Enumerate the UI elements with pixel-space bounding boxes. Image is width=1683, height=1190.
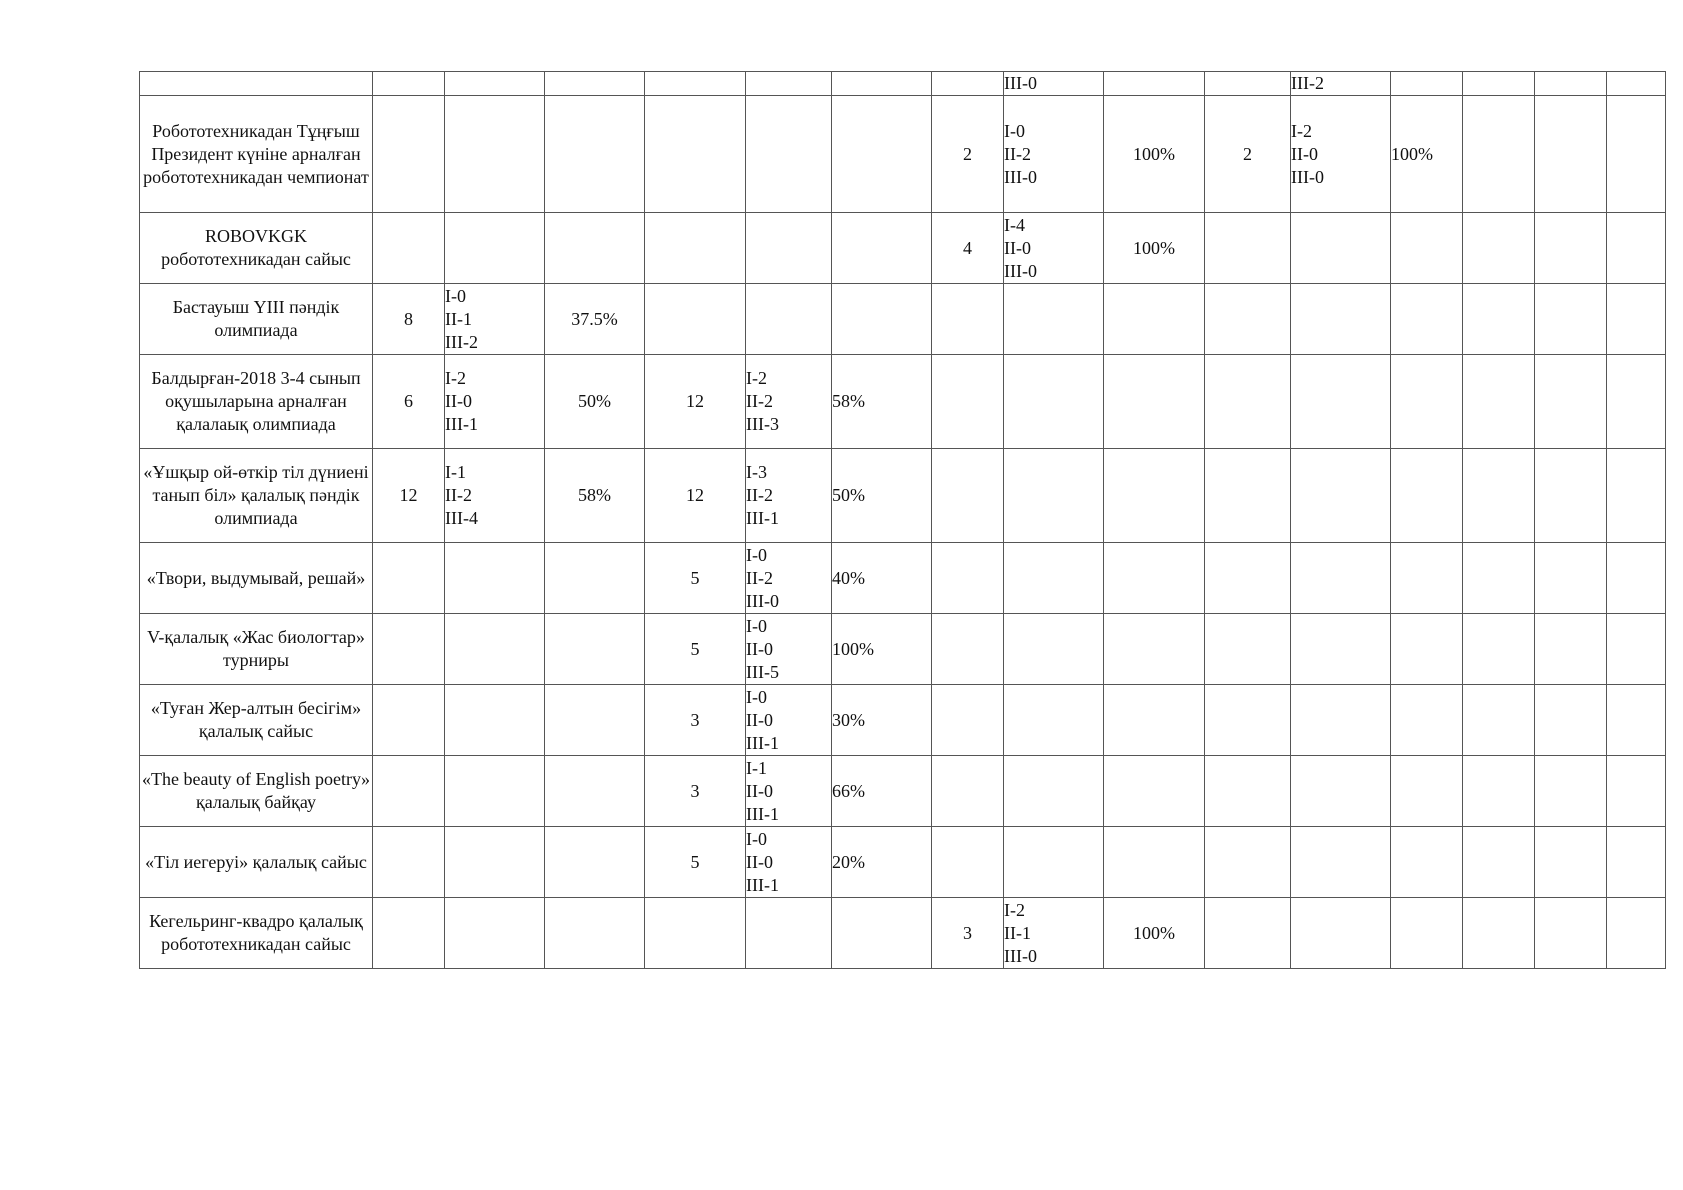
percent-cell: 40% bbox=[832, 543, 932, 614]
percent-cell bbox=[1104, 756, 1205, 827]
percent-cell bbox=[1391, 685, 1463, 756]
table-body bbox=[140, 72, 1666, 969]
empty-cell bbox=[1535, 284, 1607, 355]
empty-cell bbox=[1607, 355, 1666, 449]
places-cell bbox=[445, 685, 545, 756]
participants-cell: 12 bbox=[373, 449, 445, 543]
percent-cell bbox=[545, 213, 645, 284]
participants-cell: 3 bbox=[932, 898, 1004, 969]
places-cell bbox=[445, 96, 545, 213]
participants-cell bbox=[645, 898, 746, 969]
empty-cell bbox=[1535, 355, 1607, 449]
empty-cell bbox=[1463, 449, 1535, 543]
places-cell bbox=[1004, 614, 1104, 685]
percent-cell: 58% bbox=[545, 449, 645, 543]
participants-cell: 2 bbox=[932, 96, 1004, 213]
competition-name-cell: Бастауыш ҮІІІ пәндік олимпиада bbox=[140, 284, 373, 355]
participants-cell bbox=[373, 756, 445, 827]
participants-cell: 6 bbox=[373, 355, 445, 449]
places-cell bbox=[1291, 213, 1391, 284]
percent-cell: 58% bbox=[832, 355, 932, 449]
percent-cell bbox=[1104, 355, 1205, 449]
percent-cell bbox=[1391, 72, 1463, 96]
participants-cell: 2 bbox=[1205, 96, 1291, 213]
places-cell: I-0 II-2 III-0 bbox=[1004, 96, 1104, 213]
empty-cell bbox=[1535, 213, 1607, 284]
percent-cell bbox=[1391, 213, 1463, 284]
percent-cell bbox=[832, 898, 932, 969]
table-row bbox=[140, 72, 1666, 96]
empty-cell bbox=[1535, 756, 1607, 827]
percent-cell: 30% bbox=[832, 685, 932, 756]
places-cell: III-2 bbox=[1291, 72, 1391, 96]
places-cell bbox=[1291, 543, 1391, 614]
participants-cell bbox=[645, 213, 746, 284]
competition-name-cell: Балдырған-2018 3-4 сынып оқушыларына арналған қалалаық олимпиада bbox=[140, 355, 373, 449]
participants-cell bbox=[645, 284, 746, 355]
competition-name-cell: «Туған Жер-алтын бесігім» қалалық сайыс bbox=[140, 685, 373, 756]
percent-cell bbox=[1391, 898, 1463, 969]
places-cell: I-0 II-1 III-2 bbox=[445, 284, 545, 355]
places-cell bbox=[746, 213, 832, 284]
empty-cell bbox=[1607, 543, 1666, 614]
empty-cell bbox=[1535, 827, 1607, 898]
participants-cell bbox=[932, 72, 1004, 96]
places-cell bbox=[445, 72, 545, 96]
participants-cell bbox=[373, 827, 445, 898]
empty-cell bbox=[1535, 96, 1607, 213]
competition-name-cell: «Твори, выдумывай, решай» bbox=[140, 543, 373, 614]
percent-cell bbox=[545, 756, 645, 827]
empty-cell bbox=[1535, 898, 1607, 969]
competition-name-cell bbox=[140, 72, 373, 96]
participants-cell bbox=[1205, 72, 1291, 96]
empty-cell bbox=[1463, 898, 1535, 969]
places-cell bbox=[445, 213, 545, 284]
table-row bbox=[140, 449, 1666, 543]
places-cell bbox=[746, 898, 832, 969]
table-row bbox=[140, 213, 1666, 284]
percent-cell: 100% bbox=[1104, 96, 1205, 213]
table-row bbox=[140, 284, 1666, 355]
participants-cell bbox=[1205, 355, 1291, 449]
percent-cell bbox=[1104, 449, 1205, 543]
places-cell bbox=[445, 614, 545, 685]
table-row bbox=[140, 756, 1666, 827]
empty-cell bbox=[1463, 355, 1535, 449]
participants-cell bbox=[1205, 614, 1291, 685]
places-cell bbox=[1291, 685, 1391, 756]
participants-cell bbox=[373, 614, 445, 685]
percent-cell bbox=[1104, 614, 1205, 685]
percent-cell: 100% bbox=[1104, 213, 1205, 284]
results-table bbox=[139, 71, 1666, 969]
percent-cell bbox=[545, 827, 645, 898]
percent-cell bbox=[1391, 756, 1463, 827]
places-cell: I-2 II-0 III-1 bbox=[445, 355, 545, 449]
places-cell: I-2 II-0 III-0 bbox=[1291, 96, 1391, 213]
percent-cell bbox=[545, 614, 645, 685]
competition-name-cell: «Ұшқыр ой-өткір тіл дүниені танып біл» қалалық пәндік олимпиада bbox=[140, 449, 373, 543]
places-cell: III-0 bbox=[1004, 72, 1104, 96]
places-cell bbox=[1291, 355, 1391, 449]
empty-cell bbox=[1607, 614, 1666, 685]
participants-cell bbox=[645, 72, 746, 96]
percent-cell: 100% bbox=[1104, 898, 1205, 969]
participants-cell: 5 bbox=[645, 614, 746, 685]
participants-cell: 3 bbox=[645, 756, 746, 827]
participants-cell bbox=[373, 72, 445, 96]
participants-cell bbox=[1205, 449, 1291, 543]
empty-cell bbox=[1607, 213, 1666, 284]
percent-cell bbox=[545, 72, 645, 96]
empty-cell bbox=[1607, 449, 1666, 543]
participants-cell bbox=[932, 355, 1004, 449]
empty-cell bbox=[1535, 543, 1607, 614]
empty-cell bbox=[1607, 96, 1666, 213]
places-cell bbox=[1004, 355, 1104, 449]
percent-cell bbox=[545, 685, 645, 756]
empty-cell bbox=[1463, 284, 1535, 355]
places-cell bbox=[1004, 449, 1104, 543]
table-row bbox=[140, 827, 1666, 898]
places-cell bbox=[1291, 614, 1391, 685]
table-row bbox=[140, 355, 1666, 449]
places-cell: I-1 II-0 III-1 bbox=[746, 756, 832, 827]
places-cell: I-3 II-2 III-1 bbox=[746, 449, 832, 543]
participants-cell bbox=[1205, 756, 1291, 827]
table-row bbox=[140, 898, 1666, 969]
percent-cell bbox=[545, 898, 645, 969]
places-cell: I-0 II-0 III-5 bbox=[746, 614, 832, 685]
percent-cell: 37.5% bbox=[545, 284, 645, 355]
empty-cell bbox=[1463, 827, 1535, 898]
participants-cell: 4 bbox=[932, 213, 1004, 284]
percent-cell bbox=[1104, 543, 1205, 614]
places-cell bbox=[1291, 898, 1391, 969]
places-cell bbox=[1291, 449, 1391, 543]
empty-cell bbox=[1463, 685, 1535, 756]
places-cell: I-0 II-0 III-1 bbox=[746, 685, 832, 756]
participants-cell: 8 bbox=[373, 284, 445, 355]
percent-cell bbox=[1391, 449, 1463, 543]
percent-cell bbox=[832, 72, 932, 96]
places-cell bbox=[1004, 543, 1104, 614]
percent-cell bbox=[1391, 355, 1463, 449]
empty-cell bbox=[1535, 449, 1607, 543]
empty-cell bbox=[1535, 72, 1607, 96]
percent-cell bbox=[832, 96, 932, 213]
participants-cell bbox=[373, 685, 445, 756]
empty-cell bbox=[1607, 827, 1666, 898]
participants-cell: 5 bbox=[645, 827, 746, 898]
percent-cell: 50% bbox=[832, 449, 932, 543]
empty-cell bbox=[1463, 213, 1535, 284]
percent-cell bbox=[545, 543, 645, 614]
percent-cell: 66% bbox=[832, 756, 932, 827]
empty-cell bbox=[1535, 614, 1607, 685]
percent-cell bbox=[545, 96, 645, 213]
participants-cell: 12 bbox=[645, 449, 746, 543]
empty-cell bbox=[1463, 756, 1535, 827]
empty-cell bbox=[1463, 543, 1535, 614]
empty-cell bbox=[1607, 685, 1666, 756]
participants-cell bbox=[373, 898, 445, 969]
percent-cell bbox=[1104, 685, 1205, 756]
places-cell bbox=[445, 543, 545, 614]
participants-cell bbox=[932, 543, 1004, 614]
places-cell bbox=[1291, 284, 1391, 355]
participants-cell bbox=[932, 284, 1004, 355]
participants-cell bbox=[1205, 827, 1291, 898]
empty-cell bbox=[1535, 685, 1607, 756]
places-cell bbox=[445, 756, 545, 827]
places-cell: I-0 II-0 III-1 bbox=[746, 827, 832, 898]
percent-cell bbox=[1104, 827, 1205, 898]
percent-cell: 100% bbox=[832, 614, 932, 685]
competition-name-cell: Кегельринг-квадро қалалық робототехникадан сайыс bbox=[140, 898, 373, 969]
places-cell bbox=[1291, 756, 1391, 827]
percent-cell bbox=[1391, 614, 1463, 685]
participants-cell: 12 bbox=[645, 355, 746, 449]
percent-cell bbox=[832, 213, 932, 284]
competition-name-cell: V-қалалық «Жас биологтар» турниры bbox=[140, 614, 373, 685]
participants-cell bbox=[373, 96, 445, 213]
places-cell bbox=[746, 284, 832, 355]
places-cell bbox=[445, 898, 545, 969]
participants-cell bbox=[1205, 898, 1291, 969]
empty-cell bbox=[1463, 72, 1535, 96]
participants-cell bbox=[932, 614, 1004, 685]
empty-cell bbox=[1607, 756, 1666, 827]
participants-cell bbox=[932, 685, 1004, 756]
percent-cell bbox=[832, 284, 932, 355]
empty-cell bbox=[1607, 72, 1666, 96]
table-row bbox=[140, 685, 1666, 756]
percent-cell: 100% bbox=[1391, 96, 1463, 213]
places-cell bbox=[746, 96, 832, 213]
places-cell bbox=[1004, 827, 1104, 898]
participants-cell bbox=[1205, 543, 1291, 614]
participants-cell bbox=[373, 213, 445, 284]
places-cell: I-1 II-2 III-4 bbox=[445, 449, 545, 543]
participants-cell bbox=[645, 96, 746, 213]
places-cell: I-0 II-2 III-0 bbox=[746, 543, 832, 614]
empty-cell bbox=[1463, 614, 1535, 685]
participants-cell bbox=[932, 756, 1004, 827]
percent-cell bbox=[1391, 284, 1463, 355]
table-row bbox=[140, 543, 1666, 614]
participants-cell bbox=[373, 543, 445, 614]
participants-cell bbox=[932, 449, 1004, 543]
places-cell bbox=[1291, 827, 1391, 898]
percent-cell bbox=[1104, 284, 1205, 355]
competition-name-cell: «Тіл иегеруі» қалалық сайыс bbox=[140, 827, 373, 898]
percent-cell bbox=[1104, 72, 1205, 96]
empty-cell bbox=[1607, 284, 1666, 355]
participants-cell bbox=[1205, 685, 1291, 756]
competition-name-cell: ROBOVKGK робототехникадан сайыс bbox=[140, 213, 373, 284]
participants-cell bbox=[1205, 284, 1291, 355]
places-cell bbox=[1004, 685, 1104, 756]
competition-name-cell: «The beauty of English poetry» қалалық байқау bbox=[140, 756, 373, 827]
table-row bbox=[140, 96, 1666, 213]
percent-cell bbox=[1391, 827, 1463, 898]
places-cell: I-2 II-1 III-0 bbox=[1004, 898, 1104, 969]
places-cell: I-2 II-2 III-3 bbox=[746, 355, 832, 449]
empty-cell bbox=[1607, 898, 1666, 969]
competition-name-cell: Робототехникадан Тұңғыш Президент күніне арналған робототехникадан чемпионат bbox=[140, 96, 373, 213]
table-row bbox=[140, 614, 1666, 685]
percent-cell: 50% bbox=[545, 355, 645, 449]
places-cell bbox=[445, 827, 545, 898]
places-cell bbox=[746, 72, 832, 96]
percent-cell: 20% bbox=[832, 827, 932, 898]
empty-cell bbox=[1463, 96, 1535, 213]
participants-cell: 3 bbox=[645, 685, 746, 756]
places-cell bbox=[1004, 756, 1104, 827]
percent-cell bbox=[1391, 543, 1463, 614]
places-cell: I-4 II-0 III-0 bbox=[1004, 213, 1104, 284]
places-cell bbox=[1004, 284, 1104, 355]
participants-cell bbox=[932, 827, 1004, 898]
participants-cell: 5 bbox=[645, 543, 746, 614]
participants-cell bbox=[1205, 213, 1291, 284]
